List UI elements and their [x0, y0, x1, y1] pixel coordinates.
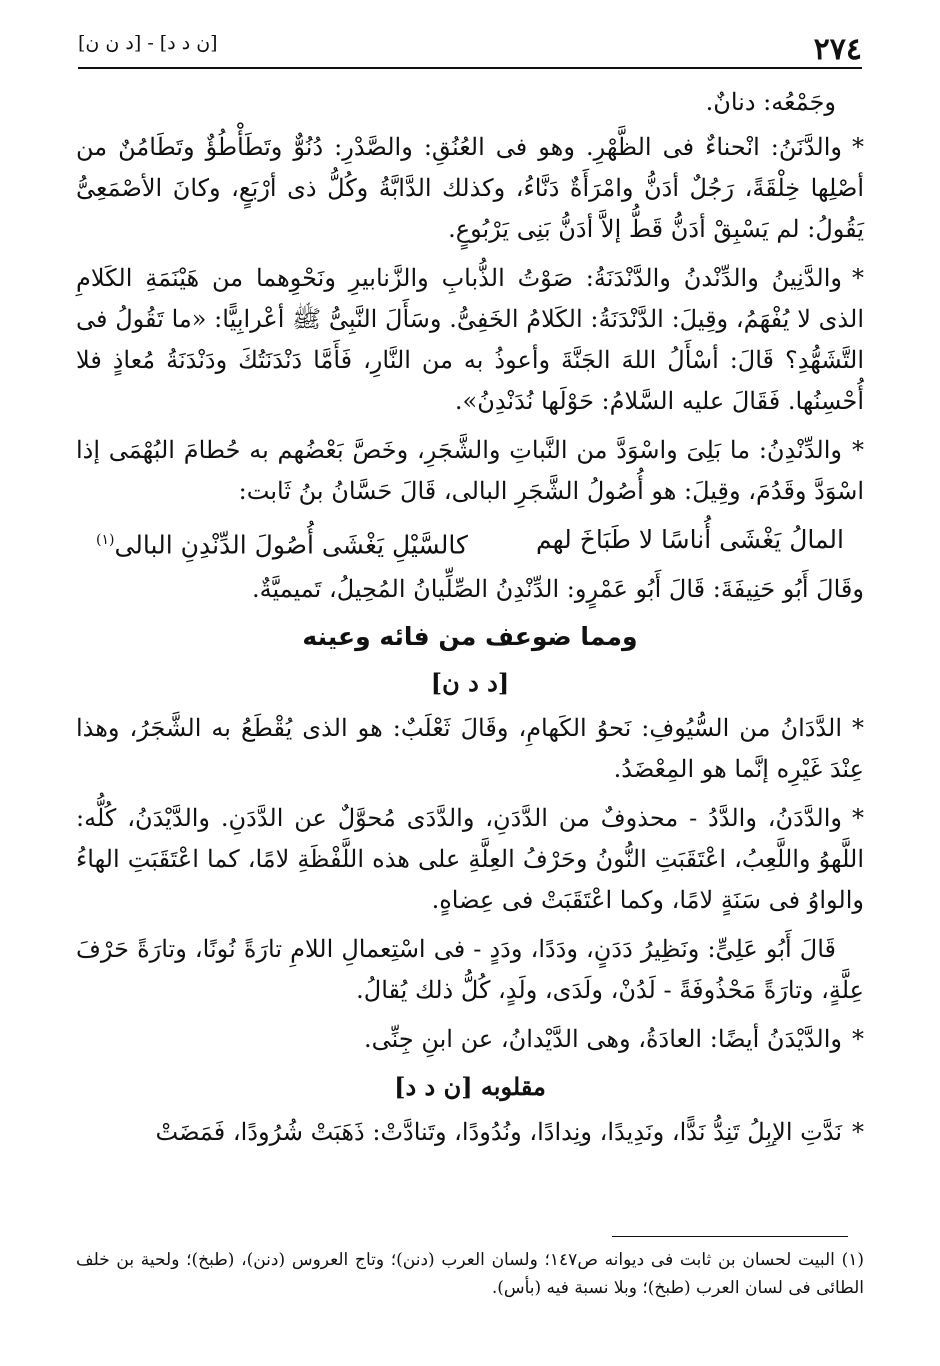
asterisk-mark: * [852, 436, 864, 464]
header-rule [78, 67, 862, 69]
paragraph-2: *والدَّنَنُ: انْحناءٌ فى الظَّهْرِ. وهو فى العُنُقِ: والصَّدْرِ: دُنُوٌّ وتَطَأْطُؤٌ وتَطَامُنٌ من أصْلِها خِلْقَةً، رَجُلٌ أدَنُّ وامْرَأَةٌ دَنَّاءُ، وكذلك الدَّابَّةُ وكُلُّ ذى أرْبَعٍ، وكانَ الأصْمَعِىُّ يَقُولُ: لم يَسْبِقْ أدَنُّ قَطُّ إلاَّ أدَنُّ بَنِى يَرْبُوعٍ. [76, 133, 864, 243]
asterisk-mark: * [852, 133, 864, 161]
paragraph-7: *والدَّدَنُ، والدَّدُ - محذوفٌ من الدَّدَنِ، والدَّدَى مُحوَّلٌ عن الدَّدَنِ. والدَّيْدَنُ، كُلُّه: اللَّهوُ واللَّعِبُ، اعْتَقَبَتِ النُّونُ وحَرْفُ العِلَّةِ على هذه اللَّفْظَةِ لامًا، كما اعْتَقَبَتِ الهاءُ والواوُ فى سَنَةٍ لامًا، وكما اعْتَقَبَتْ فى عِضاهٍ. [76, 804, 864, 915]
paragraph-5: وقَالَ أَبُو حَنِيفَةَ: قَالَ أَبُو عَمْرٍو: الدِّنْدِنُ الصِّلِّيانُ المُحِيلُ، تَميميَّةٌ. [251, 575, 864, 604]
poetry-verse [96, 520, 844, 565]
page-number: ٢٧٤ [813, 32, 862, 67]
running-head [78, 26, 862, 66]
verse-hemistich-first: المالُ يَغْشَى أُناسًا لا طَبَاخَ لهم [535, 525, 844, 554]
asterisk-mark: * [852, 264, 864, 292]
paragraph-9: *والدَّيْدَنُ أيضًا: العادَةُ، وهى الدَّيْدانُ، عن ابنِ جِنِّى. [364, 1025, 864, 1054]
asterisk-mark: * [852, 1025, 864, 1054]
asterisk-mark: * [852, 714, 864, 743]
root-heading: [د د ن] [430, 668, 510, 698]
main-text [76, 82, 864, 1161]
section-heading: ومما ضوعف من فائه وعينه [302, 622, 638, 652]
footnote: (١) البيت لحسان بن ثابت فى ديوانه ص١٤٧؛ ولسان العرب (دنن)؛ وتاج العروس (دنن)، (طبخ)؛ ولحية بن خلف الطائى فى لسان العرب (طبخ)؛ وبلا نسبة فيه (بأس). [76, 1250, 864, 1298]
paragraph-3: *والدَّنِينُ والدِّنْدنُ والدَّنْدَنَةُ: صَوْتُ الذُّبابِ والزَّنابيرِ ونَحْوِهما من هَيْنَمَةِ الكَلامِ الذى لا يُفْهَمُ، وقِيلَ: الدَّنْدَنَةُ: الكَلامُ الخَفِىُّ. وسَأَلَ النَّبِىُّ ﷺ أعْرابِيًّا: «ما تَقُولُ فى التَّشَهُّدِ؟ قَالَ: أسْأَلُ اللهَ الجَنَّةَ وأعوذُ به من النَّارِ، فَأَمَّا دَنْدَنَتُكَ ودَنْدَنَةُ مُعاذٍ فلا أُحْسِنُها. فَقَالَ عليه السَّلامُ: حَوْلَها نُدَنْدِنُ». [76, 264, 865, 415]
verse-hemistich-second: كالسَّيْلِ يَغْشَى أُصُولَ الدِّنْدِنِ البالى$^{(١)}$ [96, 530, 468, 560]
paragraph-6: *الدَّدَانُ من السُّيُوفِ: نَحوُ الكَهامِ، وقَالَ ثَعْلَبٌ: هو الذى يُقْطَعُ به الشَّجَرُ، وهذا عِنْدَ غَيْرِه إنَّما هو المِعْضَدُ. [76, 714, 864, 784]
paragraph-4: *والدِّنْدِنُ: ما بَلِىَ واسْوَدَّ من النَّباتِ والشَّجَرِ، وخَصَّ بَعْضُهم به حُطامَ البُهْمَى إذا اسْوَدَّ وقَدُمَ، وقِيلَ: هو أُصُولُ الشَّجَرِ البالى، قَالَ حَسَّانُ بنُ ثَابت: [76, 436, 864, 505]
section-marker: [د ن ن] - [ن د د] [78, 32, 218, 54]
inverted-root-heading: مقلوبه [ن د د] [394, 1072, 546, 1102]
paragraph-10: *نَدَّتِ الإبِلُ تَنِدُّ نَدًّا، ونَدِيدًا، ونِدادًا، ونُدُودًا، وتَنادَّتْ: ذَهَبَتْ شُرُودًا، فَمَضَتْ [155, 1118, 864, 1147]
paragraph-1: وجَمْعُه: دنانٌ. [705, 88, 836, 116]
footnote-reference: (١) [96, 532, 115, 548]
asterisk-mark: * [852, 1118, 864, 1147]
paragraph-8: قَالَ أَبُو عَلِىٍّ: ونَظِيرُ دَدَنٍ، ودَدًا، ودَدٍ - فى اسْتِعمالِ اللامِ تارَةً نُونًا، وتارَةً حَرْفَ عِلَّةٍ، وتارَةً مَحْذُوفَةً - لَدُنْ، ولَدَى، ولَدٍ، كُلُّ ذلك يُقالُ. [76, 935, 864, 1005]
footnote-rule [612, 1236, 848, 1237]
asterisk-mark: * [852, 804, 864, 833]
